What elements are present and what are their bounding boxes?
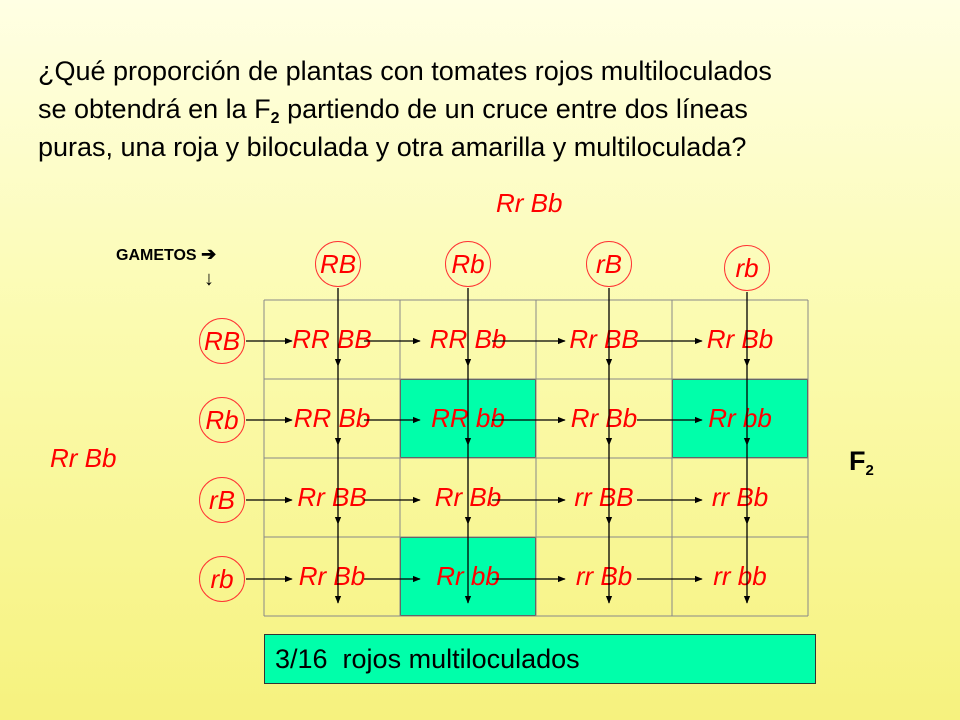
question-line-3: puras, una roja y biloculada y otra amarilla y multiloculada?: [38, 132, 747, 162]
top-gamete: rb: [724, 245, 770, 291]
right-arrow-icon: ➔: [201, 244, 217, 264]
question-line-2-start: se obtendrá en la F: [38, 94, 271, 124]
top-gamete: RB: [315, 241, 361, 287]
top-gamete: Rb: [445, 241, 491, 287]
punnett-cell: Rr bb: [400, 537, 536, 616]
top-gamete: rB: [586, 241, 632, 287]
down-arrow-icon: ↓: [204, 268, 214, 290]
f2-subscript: 2: [865, 462, 874, 479]
parent-genotype-left: Rr Bb: [50, 443, 117, 473]
punnett-cell: RR Bb: [429, 324, 507, 354]
punnett-cell: Rr bb: [672, 379, 808, 458]
punnett-cell: Rr Bb: [434, 482, 502, 512]
parent-genotype-top: Rr Bb: [496, 188, 563, 218]
punnett-cell: rr Bb: [711, 482, 769, 512]
gametos-text: GAMETOS: [116, 247, 197, 264]
left-gamete: Rb: [199, 397, 245, 443]
punnett-cell: Rr Bb: [298, 561, 366, 591]
punnett-cell: rr Bb: [575, 561, 633, 591]
left-gamete: RB: [199, 318, 245, 364]
question-line-2-end: partiendo de un cruce entre dos líneas: [279, 94, 748, 124]
punnett-cell: Rr Bb: [706, 324, 774, 354]
left-gamete: rB: [199, 477, 245, 523]
punnett-cell: RR Bb: [293, 403, 371, 433]
punnett-cell: rr bb: [713, 561, 767, 591]
question-f2-subscript: 2: [270, 110, 280, 127]
f2-letter: F: [849, 446, 866, 476]
punnett-cell: rr BB: [574, 482, 634, 512]
question-line-1: ¿Qué proporción de plantas con tomates rojos multiloculados: [38, 56, 772, 86]
punnett-cell: Rr Bb: [570, 403, 638, 433]
punnett-cell: Rr BB: [569, 324, 639, 354]
punnett-cell: RR bb: [400, 379, 536, 458]
punnett-cell: Rr BB: [297, 482, 367, 512]
left-gamete: rb: [199, 556, 245, 602]
punnett-cell: RR BB: [292, 324, 372, 354]
answer-box: 3/16 rojos multiloculados: [264, 634, 816, 684]
